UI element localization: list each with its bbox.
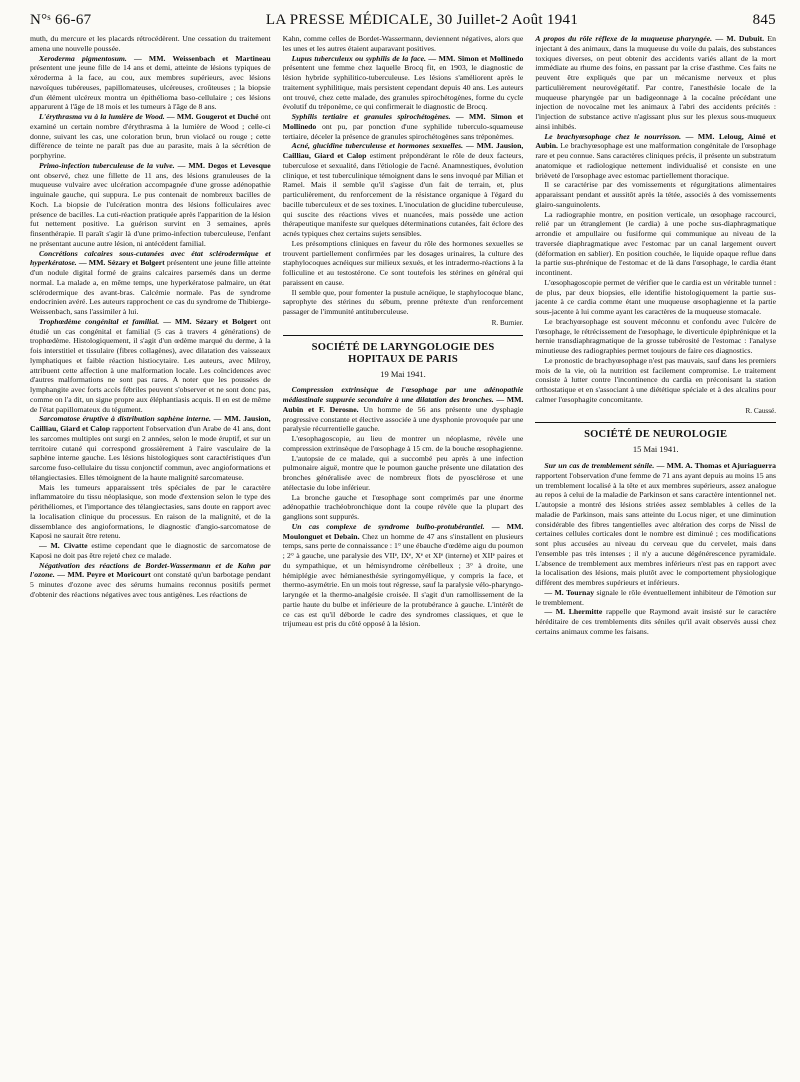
running-header (30, 0, 776, 34)
article-negativation: Négativation des réactions de Bordet-Wassermann et de Kahn par l'ozone. — MM. Peyre et Moricourt ont constaté qu'un barbotage pendant 5 minutes d'ozone avec des sérums humains reconnus positifs permet d'obtenir des réactions négatives avec tous antigènes. Les réactions de (30, 560, 271, 599)
article-erythrasma: L'érythrasma vu à la lumière de Wood. — MM. Gougerot et Duché ont examiné un certain nombre d'érythrasma à la lumière de Wood ; celle-ci donne, suivant les cas, une coloration brun, brun violacé ou rouge ; cette différence de teinte ne paraît pas due au parasite, mais à la sécrétion de porphyrine. (30, 112, 271, 160)
paragraph: Les présomptions cliniques en faveur du rôle des hormones sexuelles se trouvent partiellement confirmées par les dosages urinaires, la culture des staphylocoques acnéiques sur milieux sexués, et les intradermo-réactions à la folliculine et au testostérone. Ce sont toutefois les stérines en général qui paraissent en cause. (282, 238, 524, 287)
signature: R. Caussé. (745, 406, 777, 415)
paragraph: La radiographie montre, en position verticale, un œsophage raccourci, relié par un étranglement (le cardia) à une poche sus-diaphragmatique arrondie et ampullaire ou fusiforme qui communique au niveau de la traversée diaphragmatique avec l'estomac par un canal largement ouvert (déformation en sablier). En position couchée, le liquide opaque reflue dans la partie sus-phrénique de l'estomac et de là dans l'œsophage, le cardia étant incontinent. (535, 209, 777, 277)
paragraph: L'œsophagoscopie permet de vérifier que le cardia est un véritable tunnel : de plus, par deux biopsies, elle identifie histologiquement la partie sus-jacente à ce cardia comme étant une muqueuse œsophagienne et la partie sous-jacente à lui comme ayant les caractères de la muqueuse stomacale. (535, 277, 777, 316)
session-date: 15 Mai 1941. (632, 444, 679, 455)
article-primo-infection: Primo-infection tuberculeuse de la vulve. — MM. Degos et Levesque ont observé, chez une fillette de 11 ans, des lésions granuleuses de la muqueuse vulvaire avec ulcération accompagnée d'une grosse adénopathie inguinale gauche, qui suppura. Le pus contenait de nombreux bacilles de Koch. La biopsie de l'ulcération montra des lésions folliculaires avec présence de bacilles. La cuti-réaction pratiquée après l'apparition de la lésion fut nettement positive. La guérison survint en 3 semaines, après finsenthérapie. Il paraît s'agir là d'une primo-infection tuberculeuse, l'enfant ne présentant aucune autre lésion, ni antécédent familial. (30, 160, 271, 248)
article-tremblement-senile: Sur un cas de tremblement sénile. — MM. A. Thomas et Ajuriaguerra rapportent l'observation d'une femme de 71 ans ayant depuis au moins 15 ans un tremblement localisé à la tête et aux membres supérieurs, assez analogue au repos à celui de la maladie de Parkinson et sans caractère intentionnel net. L'autopsie a montré des lésions striées assez semblables à celles de la maladie de Parkinson, mais sans atteinte du Locus niger, et une diminution considérable des fibres tangentielles avec altération des corps de Nissl de certaines cellules corticales dont le nombre est diminué ; ces modifications sont plus accusées au niveau du cerveau que du cervelet, mais dans l'ensemble pas très intenses ; il n'y a aucune dégénérescence pyramidale. L'absence de tremblement aux membres inférieurs n'est pas en rapport avec la localisation des lésions, mais plutôt avec le comportement physiologique différent des membres supérieurs et inférieurs. (535, 461, 777, 587)
article-bulbo-protuberantiel: Un cas complexe de syndrome bulbo-protubérantiel. — MM. Moulonguet et Debain. Chez un homme de 47 ans s'installent en plusieurs temps, sans perte de connaissance : 1° une ébauche d'œdème aigu du poumon ; 2° à gauche, une paralysie des VIIᵉ, IXᵉ, Xᵉ et XIᵉ (interne) et XIIᵉ paires et du sympathique, et un hémisyndrome cérébelleux ; 3° à droite, une hémiplégie avec hémianesthésie syringomyélique, y compris la face, et thermo-asymétrie. En un mois tout régresse, sauf la paralysie vélo-pharyngo-laryngée et la thermo-analgésie croisée. Il s'agit d'un ramollissement de la partie haute du bulbe et inférieure de la protubérance à gauche. L'intérêt de ce cas est qu'il déborde le cadre des syndromes classiques, et que le trijumeau est pris du côté opposé à la lésion. (282, 521, 524, 629)
paragraph: La bronche gauche et l'œsophage sont comprimés par une énorme adénopathie trachéobronchique dont la coupe révèle que la plupart des ganglions sont suppurés. (282, 492, 524, 521)
paragraph: Kahn, comme celles de Bordet-Wassermann, deviennent négatives, alors que les unes et les autres étaient auparavant positives. (282, 34, 524, 53)
article-acne: Acné, glucidine tuberculeuse et hormones sexuelles. — MM. Jausion, Cailliau, Giard et Calop estiment prépondérant le rôle de deux facteurs, tuberculose et sexualité, dans l'étiologie de l'acné. Anamnestiques, évolution clinique, et test tuberculinique témoignent dans le sens invoqué par Milian et Ramel. Mais il semble qu'il s'agisse d'un fait de terrain, et, plus particulièrement, du renforcement de la résistance organique à l'égard du bacille tuberculeux et de ses toxines. L'inoculation de glucidine tuberculeuse, qui suscite des réactions vives et nuancées, mais possède une action thérapeutique manifeste sur quelques déterminations cutanées, fait éclore des acnés typiques chez certains sujets sensibles. (282, 141, 524, 238)
article-sarcomatose: Sarcomatose éruptive à distribution saphène interne. — MM. Jausion, Cailliau, Giard et Calop rapportent l'observation d'un Arabe de 41 ans, dont les sarcomes multiples ont surgi en 2 années, selon le mode éruptif, et sur un territoire cutané qui correspond grossièrement à l'aire vasculaire de la saphène interne gauche. Les lésions histologiques sont caractéristiques d'un sarcome fuso-cellulaire du tissu conjonctif commun, avec angioformations et télangiectasies. Elles témoignent de la haute malignité sarcomateuse. (30, 414, 271, 482)
article-syphilis-tertiaire: Syphilis tertiaire et granules spirochétogènes. — MM. Simon et Mollinedo ont pu, par ponction d'une syphilide tuberculo-squameuse tertiaire, déceler la présence de granules spirochétogènes sans tréponèmes. (282, 112, 524, 141)
article-trophoedeme: Trophœdème congénital et familial. — MM. Sézary et Bolgert ont étudié un cas congénital et familial (5 cas à travers 4 générations) de trophœdème. Histologiquement, il s'agit d'un œdème marqué du derme, à la fois interstitiel et tissulaire (fibres collagènes), avec dilatation des vaisseaux lymphatiques et faible réaction histiocytaire. Les auteurs, avec Milroy, attribuent cette affection à une malformation locale. Les coïncidences avec d'autres malformations ne sont pas rares. A noter que les poussées de lymphangite avec forts accès fébriles peuvent s'observer et ne sont donc pas, comme on l'a dit, un signe propre aux éléphantiasis acquis. Il en est de même de l'état papillomateux du tégument. (30, 316, 271, 414)
paragraph: — M. Civatte estime cependant que le diagnostic de sarcomatose de Kaposi ne doit pas être rejeté chez ce malade. (30, 541, 271, 560)
article-brachyoesophage: Le brachyœsophage chez le nourrisson. — MM. Leloug, Aimé et Aubin. Le brachyœsophage est une malformation congénitale de l'œsophage rare et peu connue. Sans caractères cliniques précis, il présente un substratum anatomique et radiologique nettement individualisé et consiste en une brièveté de l'œsophage avec estomac partiellement thoracique. (535, 131, 777, 180)
society-heading: SOCIÉTÉ DE LARYNGOLOGIE DES HOPITAUX DE PARIS (283, 335, 524, 366)
paragraph: — M. Tournay signale le rôle éventuellement inhibiteur de l'émotion sur le tremblement. (535, 587, 777, 607)
paragraph: Le brachyœsophage est souvent méconnu et confondu avec l'ulcère de l'œsophage, le rétrécissement de l'œsophage, le diverticule épiphrénique et la hernie transdiaphragmatique de la grosse tubérosité de l'estomac : l'analyse minutieuse des radiographies permet toujours de faire ces diagnostics. (535, 316, 777, 355)
column-left (30, 34, 271, 1074)
article-concretions: Concrétions calcaires sous-cutanées avec état sclérodermique et hyperkératose. — MM. Sézary et Bolgert présentent une jeune fille atteinte d'un nodule digital formé de grains calcaires parsemés dans un derme normal. La malade a, en même temps, une hyperkératose palmaire, un état sclérodermique des avant-bras. Calcémie normale. Pas de syndrome endocrinien avéré. Les auteurs rapprochent ce cas du syndrome de Thibierge-Weissenbach, sans l'assimiler à lui. (30, 248, 271, 316)
paragraph: — M. Lhermitte rappelle que Raymond avait insisté sur le caractère héréditaire de ces tremblements dits séniles qu'il avait observés aussi chez certains animaux comme les faisans. (535, 607, 777, 636)
article-lupus: Lupus tuberculeux ou syphilis de la face. — MM. Simon et Mollinedo présentent une femme chez laquelle Brocq fit, en 1903, le diagnostic de lésion hybride syphilitico-tuberculeuse. Les lésions s'améliorent après le traitement syphilitique, mais persistent cependant depuis 40 ans. Les auteurs ont trouvé, chez cette malade, des granules spirochétogènes, forme du cycle évolutif du tréponème, ce qui confirmerait le diagnostic de Brocq. (282, 53, 524, 112)
paragraph: L'œsophagoscopie, au lieu de montrer un néoplasme, révèle une compression extrinsèque de l'œsophage à 15 cm. de la bouche œsophagienne. (282, 434, 524, 453)
article-reflexe-pharyngee: A propos du rôle réflexe de la muqueuse pharyngée. — M. Dubuit. En injectant à des animaux, dans la muqueuse du voile du palais, des substances toxiques diverses, on peut obtenir des accidents variés allant de la mort immédiate au rhume des foins, en passant par la crise d'asthme. Ces faits ne peuvent être expliqués que par un mécanisme nerveux et plus particulièrement neurovégétatif. Par contre, l'anesthésie locale de la muqueuse pharyngée par un badigeonnage à la cocaïne précédant une injection de novocaïne met les animaux à l'abri des accidents précités : l'injection de substance active n'agissant plus sur les plexus sous-muqueux ainsi inhibés. (535, 34, 777, 131)
paragraph: Il se caractérise par des vomissements et régurgitations alimentaires apparaissant pendant et aussitôt après la tétée, associés à des vomissements glairo-sanguinolents. (535, 180, 777, 209)
issue-number: N°ˢ 66-67 (30, 12, 92, 28)
column-right (535, 34, 776, 1074)
article-xeroderma: Xeroderma pigmentosum. — MM. Weissenbach et Martineau présentent une jeune fille de 14 ans et demi, atteinte de lésions typiques de xéroderma à la face, au cou, aux membres supérieurs, avec lésions nævoïques tubéreuses, papillomateuses, ulcéreuses, croûteuses ; la biopsie d'un élément ulcéreux montra un épithélioma baso-cellulaire ; ces lésions apparurent à l'âge de 18 mois et les tumeurs à l'âge de 8 ans. (30, 53, 271, 112)
article-compression: Compression extrinsèque de l'œsophage par une adénopathie médiastinale suppurée secondaire à une dilatation des bronches. — MM. Aubin et F. Derosne. Un homme de 56 ans présente une dysphagie progressive constante et élective associée à une dysphonie provoquée par une paralysie récurrentielle gauche. (282, 385, 524, 434)
society-heading: SOCIÉTÉ DE NEUROLOGIE (535, 422, 776, 441)
paragraph: L'autopsie de ce malade, qui a succombé peu après à une infection pulmonaire aiguë, montre que le poumon gauche présente une dilatation des bronches généralisée avec de nombreux flots de pyosclérose et une atélectasie du lobe inférieur. (282, 453, 524, 492)
text-columns (30, 34, 776, 1074)
session-date: 19 Mai 1941. (380, 368, 426, 379)
paragraph: Il semble que, pour fomenter la pustule acnéique, le staphylocoque blanc, saprophyte des stérines du sébum, prenne prétexte d'un renforcement passager de l'immunité antituberculeuse. (282, 287, 524, 316)
paragraph: Le pronostic de brachyœsophage n'est pas mauvais, sauf dans les premiers mois de la vie, où la nutrition est facilement compromise. Le traitement consiste à lutter contre l'incontinence du cardia en préconisant la station orthostatique et en s'associant à une diététique spéciale et à des alcalins pour calmer l'œsophagite concomitante. (535, 355, 777, 404)
journal-title: LA PRESSE MÉDICALE, 30 Juillet-2 Août 1941 (265, 12, 579, 28)
column-middle (283, 34, 524, 1074)
page-number: 845 (752, 12, 776, 28)
paragraph: muth, du mercure et les placards rétrocédèrent. Une cessation du traitement amena une nouvelle poussée. (30, 34, 271, 53)
paragraph: Mais les tumeurs apparaissent très spéciales de par le caractère inflammatoire du tissu néoplasique, son mode d'extension selon le type des périthéliomes, et l'importance des télangiectasies, sans doute en rapport avec la localisation clinique du processus. En raison de la malignité, et de la dissemblance des angioformations, le diagnostic d'angio-sarcomatose de Kaposi ne saurait être retenu. (30, 482, 271, 541)
signature: R. Burnier. (491, 318, 524, 327)
